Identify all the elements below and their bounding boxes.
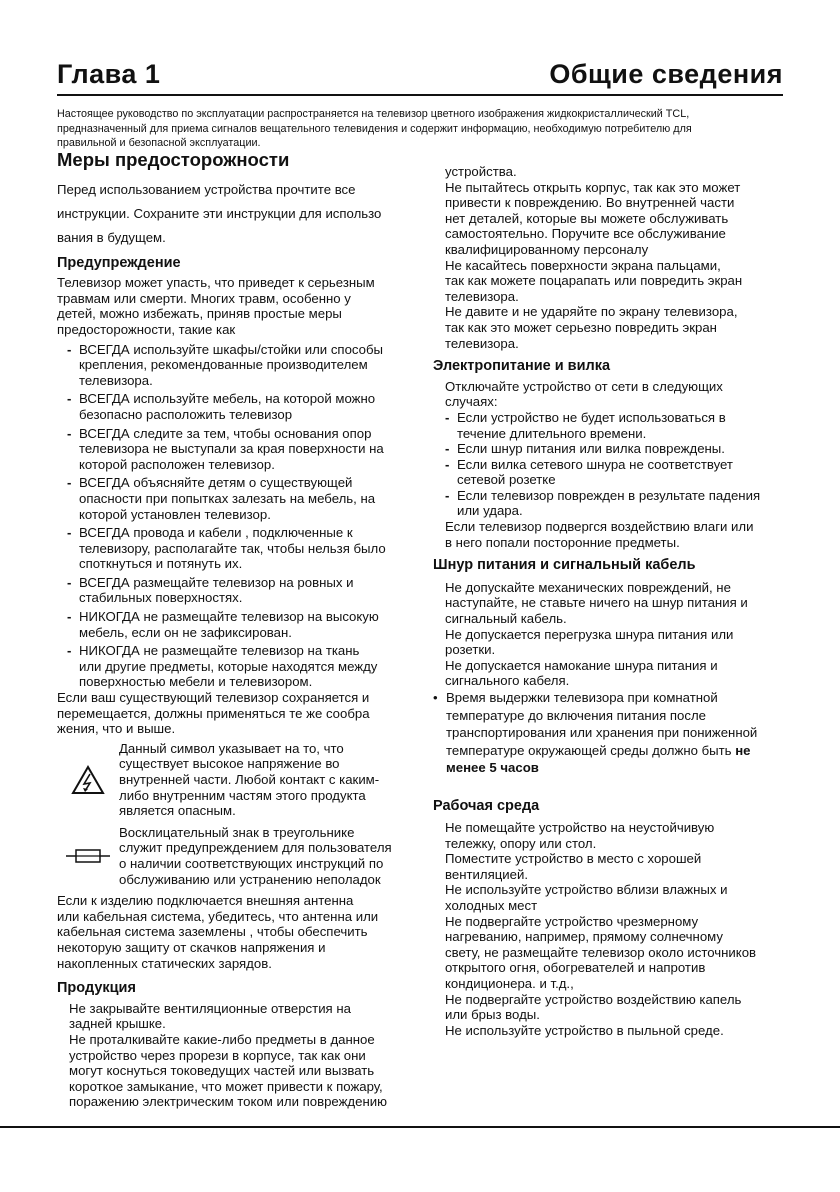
- product-list: [57, 1001, 407, 1110]
- list-item: [445, 658, 778, 689]
- text-line: телевизору, располагайте так, чтобы нельзя было: [79, 540, 386, 556]
- text-line: Не допускается намокание шнура питания и: [445, 657, 718, 673]
- list-item: [57, 391, 407, 422]
- power-list: [433, 410, 778, 519]
- chapter-title: Глава 1: [57, 59, 161, 89]
- antenna-paragraph: [57, 893, 407, 971]
- hold-time-duration: менее 5 часов: [446, 760, 539, 775]
- intro-line: правильной и безопасной эксплуатации.: [57, 137, 261, 149]
- text-line: некоторую защиту от скачков напряжения и: [57, 939, 326, 955]
- intro-line: Настоящее руководство по эксплуатации распространяется на телевизор цветного изображения жидкокристаллический TCL,: [57, 108, 690, 120]
- text-line: - ВСЕГДА провода и кабели , подключенные к: [79, 525, 353, 541]
- text-line: устройства.: [445, 164, 517, 179]
- text-line: Восклицательный знак в треугольнике: [119, 824, 355, 840]
- list-item: [445, 304, 778, 351]
- list-item: [69, 1001, 407, 1032]
- text-line: предосторожности, такие как: [57, 321, 236, 337]
- left-column: [57, 149, 407, 1110]
- text-line: или брыз воды.: [445, 1007, 540, 1023]
- text-line: о наличии соответствующих инструкций по: [119, 855, 384, 871]
- environment-heading: Рабочая среда: [433, 797, 540, 814]
- text-line: Данный символ указывает на то, что: [119, 740, 344, 756]
- text-line: или другие предметы, которые находятся между: [79, 658, 378, 674]
- text-line: - Если шнур питания или вилка повреждены.: [457, 441, 725, 457]
- text-line: Не используйте устройство в пыльной среде.: [445, 1022, 724, 1038]
- text-line: телевизора.: [445, 288, 519, 304]
- text-line: привести к повреждению. Во внутренней части: [445, 195, 735, 211]
- text-line: кондиционера. и т.д.,: [445, 976, 574, 992]
- voltage-symbol-row: [57, 741, 407, 819]
- text-line: розетки.: [445, 642, 496, 658]
- list-item: [57, 575, 407, 606]
- text-line: короткое замыкание, что может привести к пожару,: [69, 1078, 383, 1094]
- text-line: - НИКОГДА не размещайте телевизор на ткань: [79, 643, 360, 659]
- text-line: телевизора.: [445, 335, 519, 351]
- text-line: открытого огня, обогревателей и напротив: [445, 960, 706, 976]
- text-line: температуре до включения питания после: [446, 707, 706, 723]
- list-item: [435, 410, 778, 441]
- list-item: [445, 914, 778, 992]
- text-line: устройство через прорези в корпусе, так как они: [69, 1047, 366, 1063]
- text-line: Не допускается перегрузка шнура питания или: [445, 626, 734, 642]
- text-line: так как это может серьезно повредить экран: [445, 319, 717, 335]
- text-line: - НИКОГДА не размещайте телевизор на высокую: [79, 609, 379, 625]
- text-line: которой расположен телевизор.: [79, 456, 275, 472]
- list-item: [57, 643, 407, 690]
- environment-list: [433, 820, 778, 1038]
- existing-tv-paragraph: [57, 690, 407, 737]
- text-line: мебель, если он не зафиксирован.: [79, 624, 292, 640]
- text-line: телевизора не выступали за края поверхности на: [79, 441, 384, 457]
- text-line: Телевизор может упасть, что приведет к серьезным: [57, 275, 375, 291]
- list-item: [435, 488, 778, 519]
- exclamation-symbol-text: [119, 825, 407, 887]
- text-line: течение длительного времени.: [457, 425, 647, 441]
- warning-list: [57, 342, 407, 690]
- text-line: безопасно расположить телевизор: [79, 406, 293, 422]
- text-line: стабильных поверхностях.: [79, 590, 243, 606]
- precautions-heading: Меры предосторожности: [57, 149, 290, 170]
- text-line: • Время выдержки телевизора при комнатной: [446, 690, 718, 705]
- text-line: жения, что и выше.: [57, 721, 176, 737]
- text-line: холодных мест: [445, 898, 538, 914]
- text-line: квалифицированному персоналу: [445, 241, 649, 257]
- intro-line: предназначенный для приема сигналов вещательного телевидения и содержит информацию, необходимую потребителю для: [57, 122, 692, 135]
- text-line: поверхностью мебели и телевизором.: [79, 674, 313, 690]
- text-line: поражению электрическим током или повреждению: [69, 1094, 387, 1110]
- text-line: Не давите и не ударяйте по экрану телевизора,: [445, 304, 738, 320]
- text-line: сигнального кабеля.: [445, 673, 570, 689]
- list-item: [435, 441, 778, 457]
- text-line: вания в будущем.: [57, 229, 166, 245]
- text-line: транспортирования или хранения при пониженной: [446, 725, 758, 740]
- text-line: Не подвергайте устройство чрезмерному: [445, 913, 699, 929]
- warning-paragraph: [57, 275, 407, 337]
- text-line: сигнальный кабель.: [445, 611, 567, 627]
- text-line: наступайте, не ставьте ничего на шнур питания и: [445, 595, 748, 611]
- text-line: в него попали посторонние предметы.: [445, 534, 680, 550]
- text-line: - ВСЕГДА объясняйте детям о существующей: [79, 475, 353, 491]
- high-voltage-triangle-icon: [57, 741, 119, 819]
- text-line: задней крышке.: [69, 1016, 166, 1032]
- text-line: споткнуться и потянуть их.: [79, 556, 243, 572]
- power-heading: Электропитание и вилка: [433, 358, 611, 375]
- text-line: Не помещайте устройство на неустойчивую: [445, 820, 715, 836]
- list-item: [57, 475, 407, 522]
- text-line: Отключайте устройство от сети в следующих: [445, 378, 723, 394]
- text-line: Если к изделию подключается внешняя антенна: [57, 893, 354, 909]
- list-item: [445, 627, 778, 658]
- list-item: [445, 820, 778, 851]
- text-line: Не пытайтесь открыть корпус, так как это может: [445, 179, 741, 195]
- voltage-symbol-text: [119, 741, 407, 819]
- footer-divider: [0, 1126, 840, 1128]
- list-item: [445, 258, 778, 305]
- text-line: - Если вилка сетевого шнура не соответствует: [457, 456, 733, 472]
- cable-heading: Шнур питания и сигнальный кабель: [433, 557, 696, 574]
- fuse-symbol-icon: [57, 825, 119, 887]
- list-item: [57, 342, 407, 389]
- text-line: Поместите устройство в место с хорошей: [445, 851, 702, 867]
- cable-list: [433, 580, 778, 689]
- text-line: Не касайтесь поверхности экрана пальцами,: [445, 257, 721, 273]
- text-line: Не проталкивайте какие-либо предметы в данное: [69, 1031, 375, 1047]
- section-title: Общие сведения: [549, 59, 783, 89]
- text-line: или удара.: [457, 503, 523, 519]
- text-line: кабельная система заземлены , чтобы обеспечить: [57, 924, 368, 940]
- list-item: [69, 1032, 407, 1110]
- text-line: либо внутренним частям этого продукта: [119, 787, 366, 803]
- text-line: сетевой розетке: [457, 472, 556, 488]
- list-item: [57, 609, 407, 640]
- text-line: Не используйте устройство вблизи влажных и: [445, 882, 728, 898]
- text-line: могут коснуться токоведущих частей или вызвать: [69, 1063, 375, 1079]
- page-header: [57, 56, 783, 96]
- hold-time-emphasis: не: [735, 742, 751, 758]
- text-line: детей, можно избежать, приняв простые меры: [57, 306, 342, 322]
- text-line: нагреванию, например, прямому солнечному: [445, 929, 723, 945]
- text-line: перемещается, должны применяться те же сообра: [57, 705, 370, 721]
- product-heading: Продукция: [57, 980, 136, 997]
- power-moisture-paragraph: [433, 519, 778, 550]
- hold-time-bullet: [433, 689, 778, 777]
- text-line: Не подвергайте устройство воздействию капель: [445, 991, 742, 1007]
- list-item: [445, 1023, 778, 1039]
- list-item: [445, 580, 778, 627]
- list-item: [435, 457, 778, 488]
- text-line: Если телевизор подвергся воздействию влаги или: [445, 519, 754, 535]
- text-line: Если ваш существующий телевизор сохраняется и: [57, 690, 370, 706]
- list-item: [445, 164, 778, 180]
- text-line: крепления, рекомендованные производителем: [79, 357, 368, 373]
- text-line: накопленных статических зарядов.: [57, 955, 272, 971]
- exclamation-symbol-row: [57, 825, 407, 887]
- list-item: [445, 180, 778, 258]
- text-line: - ВСЕГДА размещайте телевизор на ровных и: [79, 574, 354, 590]
- list-item: [445, 992, 778, 1023]
- right-column: [433, 164, 778, 1038]
- list-item: [445, 882, 778, 913]
- text-line: случаях:: [445, 394, 498, 410]
- text-line: - ВСЕГДА используйте мебель, на которой можно: [79, 391, 376, 407]
- product-list-continued: [433, 164, 778, 351]
- hold-time-text: температуре окружающей среды должно быть: [446, 742, 736, 758]
- text-line: тележку, опору или стол.: [445, 835, 597, 851]
- text-line: - ВСЕГДА следите за тем, чтобы основания опор: [79, 425, 372, 441]
- warning-heading: Предупреждение: [57, 254, 181, 271]
- power-section: [433, 379, 778, 410]
- text-line: - Если устройство не будет использоваться в: [457, 409, 726, 425]
- list-item: [57, 525, 407, 572]
- text-line: - Если телевизор поврежден в результате падения: [457, 487, 761, 503]
- intro-paragraph: [57, 107, 783, 151]
- text-line: внутренней части. Любой контакт с каким-: [119, 772, 380, 787]
- text-line: телевизора.: [79, 372, 153, 388]
- text-line: нет деталей, которые вы можете обслуживать: [445, 210, 729, 226]
- text-line: Не закрывайте вентиляционные отверстия на: [69, 1000, 351, 1016]
- text-line: так как можете поцарапать или повредить экран: [445, 273, 743, 289]
- text-line: самостоятельно. Поручите все обслуживание: [445, 226, 726, 242]
- text-line: опасности при попытках залезать на мебель, на: [79, 490, 376, 506]
- text-line: травмам или смерти. Многих травм, особенно у: [57, 290, 351, 306]
- list-item: [445, 851, 778, 882]
- text-line: Перед использованием устройства прочтите все: [57, 181, 356, 197]
- text-line: Не допускайте механических повреждений, не: [445, 579, 731, 595]
- text-line: или кабельная система, убедитесь, что антенна или: [57, 908, 379, 924]
- text-line: [446, 742, 778, 760]
- text-line: служит предупреждением для пользователя: [119, 840, 392, 856]
- before-use-paragraph: [57, 178, 407, 250]
- text-line: - ВСЕГДА используйте шкафы/стойки или способы: [79, 341, 384, 357]
- list-item: [57, 426, 407, 473]
- text-line: вентиляцией.: [445, 866, 529, 882]
- text-line: инструкции. Сохраните эти инструкции для использо: [57, 205, 382, 221]
- text-line: свету, не размещайте телевизор около источников: [445, 944, 757, 960]
- text-line: обслуживанию или устранению неполадок: [119, 871, 381, 887]
- text-line: которой установлен телевизор.: [79, 506, 271, 522]
- text-line: является опасным.: [119, 803, 236, 819]
- text-line: существует высокое напряжение во: [119, 756, 340, 772]
